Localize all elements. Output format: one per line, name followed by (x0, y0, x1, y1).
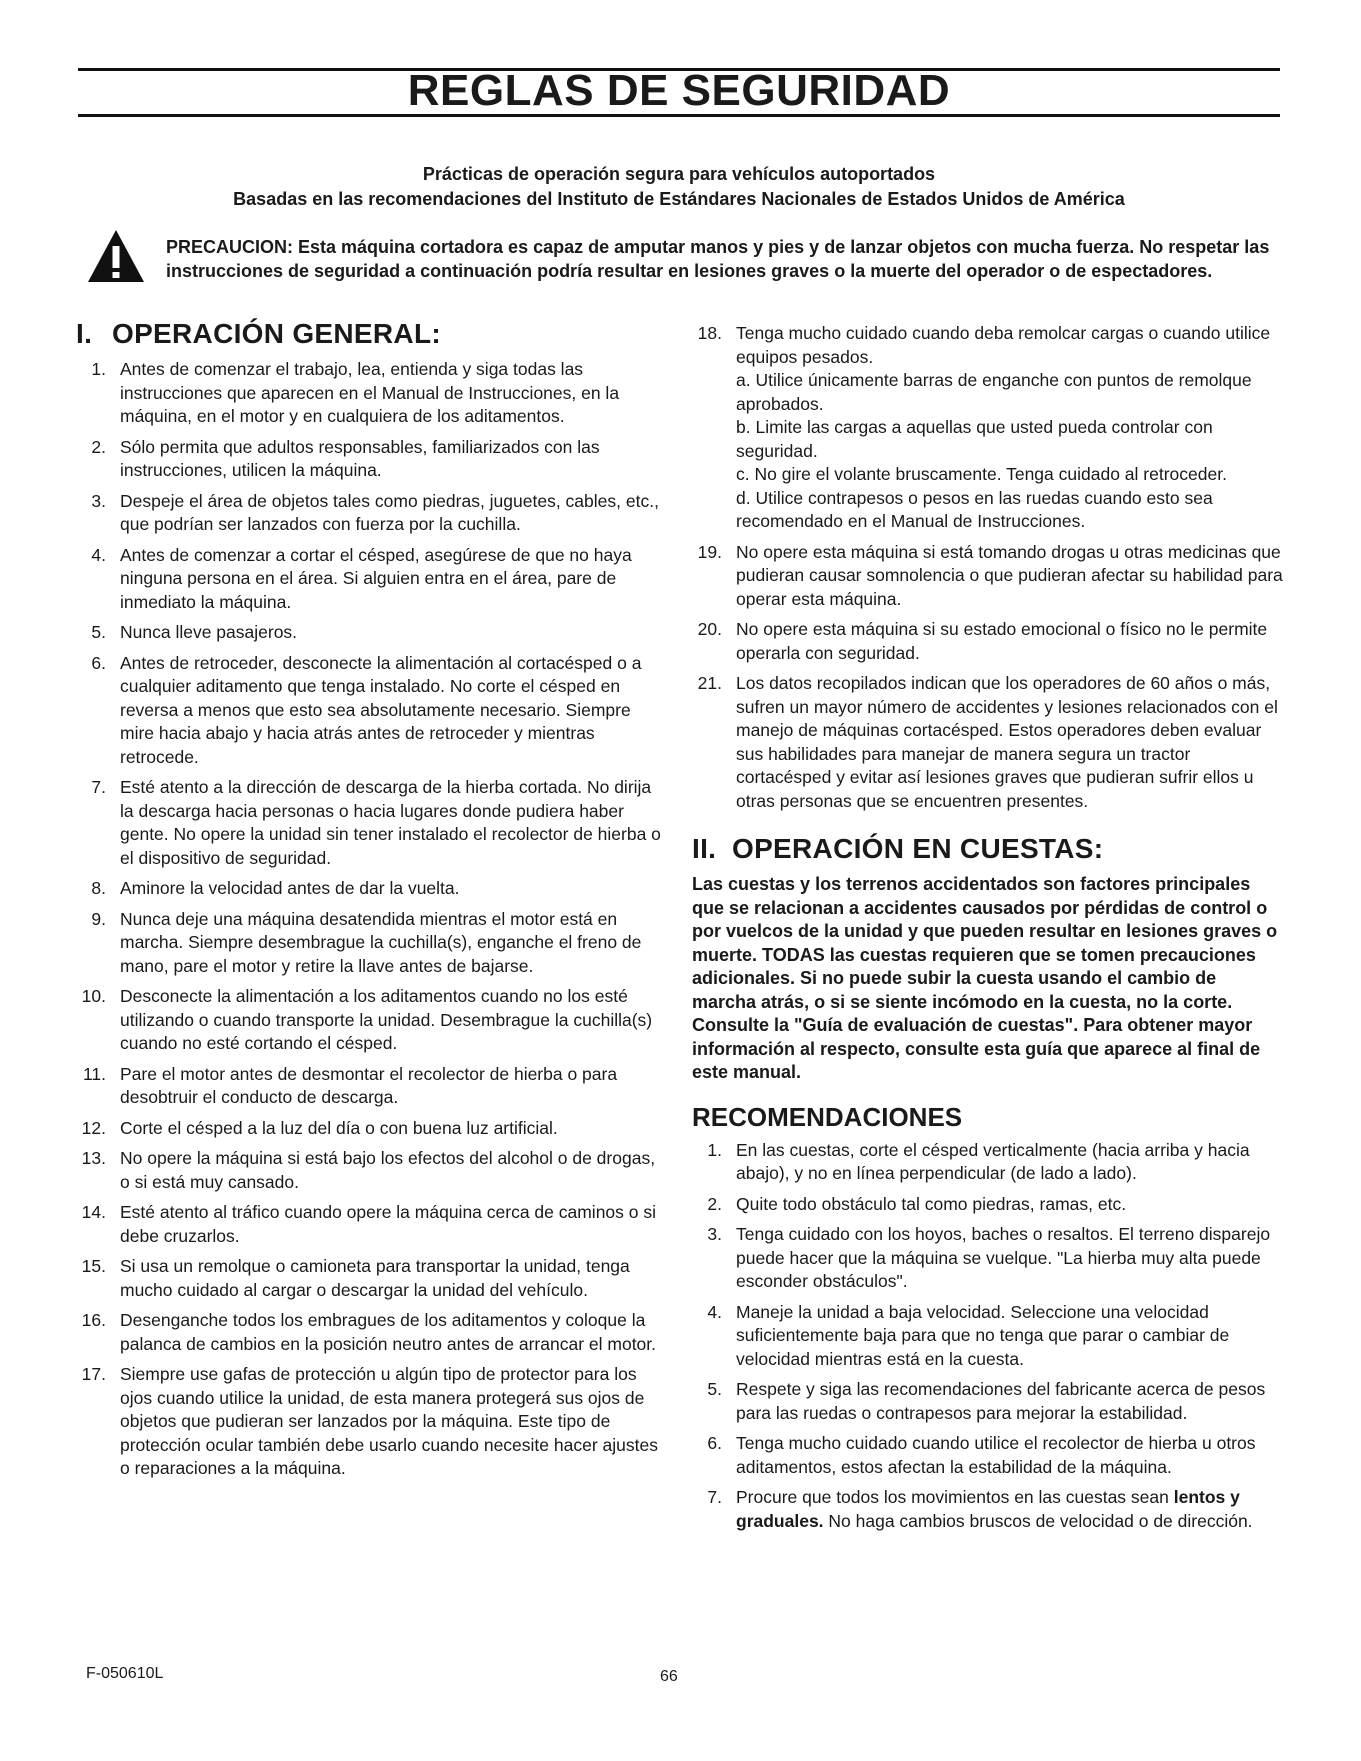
item-text: Tenga mucho cuidado cuando deba remolcar cargas o cuando utilice equipos pesados. (736, 323, 1271, 367)
item-text: Sólo permita que adultos responsables, familiarizados con las instrucciones, utilicen la máquina. (120, 436, 600, 480)
subtitle-standards: Basadas en las recomendaciones del Instituto de Estándares Nacionales de Estados Unidos de América (233, 189, 1125, 209)
item-text: Esté atento al tráfico cuando opere la máquina cerca de caminos o si debe cruzarlos. (120, 1202, 657, 1246)
item-number: 3 . (76, 490, 106, 514)
item-text: Despeje el área de objetos tales como piedras, juguetes, cables, etc., que podrían ser lanzados con fuerza por la cuchilla. (120, 490, 659, 534)
section-heading-slopes (692, 833, 1284, 865)
list-item (76, 985, 662, 1056)
list-item (76, 490, 662, 537)
list-item (692, 618, 1284, 665)
list-item (76, 652, 662, 770)
list-item (692, 1139, 1284, 1186)
item-number: 14 . (76, 1201, 106, 1225)
list-item (76, 1063, 662, 1110)
item-number: 6 . (76, 652, 106, 676)
list-item (692, 1432, 1284, 1479)
item-text: No opere esta máquina si su estado emocional o físico no le permite operarla con seguridad. (736, 619, 1268, 663)
list-item (692, 322, 1284, 534)
item-number: 15 . (76, 1255, 106, 1279)
slope-warning-paragraph: Las cuestas y los terrenos accidentados son factores principales que se relacionan a accidentes causados por pérdidas de control o por vuelcos de la unidad y que pueden resultar en lesiones graves o muerte. TODAS las cuestas requieren que se tomen precauciones adicionales. Si no puede subir la cuesta usando el cambio de marcha atrás, o si se siente incómodo en la cuesta, no la corte. Consulte la "Guía de evaluación de cuestas". Para obtener mayor información al respecto, consulte esta guía que aparece al final de este manual. (692, 874, 1278, 1082)
list-item (692, 541, 1284, 612)
item-number: 7 . (76, 776, 106, 800)
item-number: 4 . (76, 544, 106, 568)
section-number: II. (692, 833, 717, 864)
item-number: 12 . (76, 1117, 106, 1141)
general-operation-list (76, 358, 662, 1481)
item-number: 1 . (76, 358, 106, 382)
list-item (76, 1201, 662, 1248)
item-number: 2 . (692, 1193, 722, 1217)
sub-item: b. Limite las cargas a aquellas que usted pueda controlar con seguridad. (736, 417, 1213, 461)
item-text: Maneje la unidad a baja velocidad. Seleccione una velocidad suficientemente baja para que no tenga que parar o cambiar de velocidad mientras está en la cuesta. (736, 1301, 1230, 1369)
list-item (76, 1255, 662, 1302)
warning-text: PRECAUCION: Esta máquina cortadora es capaz de amputar manos y pies y de lanzar objetos con mucha fuerza. No respetar las instrucciones de seguridad a continuación podría resultar en lesiones graves o la muerte del operador o de espectadores. (166, 237, 1270, 281)
item-text: Antes de retroceder, desconecte la alimentación al cortacésped o a cualquier aditamento que tenga instalado. No corte el césped en reversa a menos que esto sea absolutamente necesario. Siempre mire hacia abajo y hacia atrás antes de retroceder y mientras retrocede. (120, 652, 642, 767)
item-number: 4 . (692, 1301, 722, 1325)
item-text: Desconecte la alimentación a los aditamentos cuando no los esté utilizando o cuando transporte la unidad. Desembrague la cuchilla(s) cuando no esté cortando el césped. (120, 986, 653, 1053)
right-column (692, 322, 1284, 1540)
sub-item: c. No gire el volante bruscamente. Tenga cuidado al retroceder. (736, 464, 1227, 484)
item-text: Nunca deje una máquina desatendida mientras el motor está en marcha. Siempre desembrague la cuchilla(s), enganche el freno de mano, pare el motor y retire la llave antes de bajarse. (120, 908, 642, 976)
item-text-post: No haga cambios bruscos de velocidad o de dirección. (823, 1510, 1253, 1531)
item-number: 18 . (692, 322, 722, 346)
item-text-pre: Procure que todos los movimientos en las cuestas sean (736, 1487, 1174, 1507)
recommendations-list (692, 1139, 1284, 1480)
page-number: 66 (660, 1668, 678, 1685)
item-text: Desenganche todos los embragues de los aditamentos y coloque la palanca de cambios en la posición neutro antes de arrancar el motor. (120, 1310, 657, 1354)
item-number: 7 . (692, 1486, 722, 1510)
page-title: REGLAS DE SEGURIDAD (407, 66, 951, 115)
warning-triangle-icon (86, 228, 146, 284)
title-rule-bottom (78, 114, 1280, 117)
item-text: Esté atento a la dirección de descarga de la hierba cortada. No dirija la descarga hacia personas o hacia lugares donde pudiera haber gente. No opere la unidad sin tener instalado el recolector de hierba o el dispositivo de seguridad. (120, 777, 661, 868)
item-number: 20 . (692, 618, 722, 642)
left-column (76, 318, 662, 1488)
list-item (76, 621, 662, 645)
general-operation-list-end (692, 541, 1284, 814)
item-text: Tenga cuidado con los hoyos, baches o resaltos. El terreno disparejo puede hacer que la máquina se vuelque. "La hierba muy alta puede esconder obstáculos". (736, 1224, 1271, 1291)
item-text: Tenga mucho cuidado cuando utilice el recolector de hierba u otros aditamentos, estos afectan la estabilidad de la máquina. (736, 1433, 1256, 1477)
list-item (76, 1363, 662, 1481)
subtitle-practices: Prácticas de operación segura para vehículos autoportados (422, 164, 936, 184)
item-number: 11 . (76, 1063, 106, 1087)
item-number: 5 . (76, 621, 106, 645)
list-item (692, 1378, 1284, 1425)
list-item (76, 908, 662, 979)
list-item (76, 358, 662, 429)
list-item (76, 1147, 662, 1194)
section-title: OPERACIÓN GENERAL: (112, 318, 441, 349)
list-item (76, 1309, 662, 1356)
list-item (76, 776, 662, 870)
recommendations-heading: RECOMENDACIONES (692, 1101, 963, 1132)
item-text: Antes de comenzar a cortar el césped, asegúrese de que no haya ninguna persona en el área. Si alguien entra en el área, pare de inmediato la máquina. (120, 544, 632, 612)
item-text: Si usa un remolque o camioneta para transportar la unidad, tenga mucho cuidado al cargar o descargar la unidad del vehículo. (120, 1256, 630, 1300)
list-item (76, 436, 662, 483)
item-text: Los datos recopilados indican que los operadores de 60 años o más, sufren un mayor número de accidentes y lesiones relacionados con el manejo de máquinas cortacésped. Estos operadores deben evaluar sus habilidades para manejar de manera segura un tractor cortacésped y evitar así lesiones graves que pudieran sufrir ellos u otras personas que se encuentren presentes. (736, 673, 1278, 811)
item-text: Corte el césped a la luz del día o con buena luz artificial. (120, 1117, 558, 1138)
sub-item: a. Utilice únicamente barras de enganche con puntos de remolque aprobados. (736, 370, 1252, 414)
item-text: Quite todo obstáculo tal como piedras, ramas, etc. (736, 1193, 1127, 1214)
item-number: 10 . (76, 985, 106, 1009)
section-heading-general (76, 318, 662, 350)
item-number: 19 . (692, 541, 722, 565)
list-item (76, 544, 662, 615)
item-number: 13 . (76, 1147, 106, 1171)
item-text-bold: lentos y graduales. (736, 1487, 1240, 1531)
item-number: 21 . (692, 672, 722, 696)
item-number: 3 . (692, 1223, 722, 1247)
list-item (76, 1117, 662, 1141)
item-number: 1 . (692, 1139, 722, 1163)
item-number: 2 . (76, 436, 106, 460)
item-text: Respete y siga las recomendaciones del fabricante acerca de pesos para las ruedas o contrapesos para mejorar la estabilidad. (736, 1379, 1266, 1423)
item-number: 9 . (76, 908, 106, 932)
item-text: No opere la máquina si está bajo los efectos del alcohol o de drogas, o si está muy cansado. (120, 1148, 656, 1192)
item-text: Pare el motor antes de desmontar el recolector de hierba o para desobtruir el conducto de descarga. (120, 1063, 618, 1107)
item-text: En las cuestas, corte el césped verticalmente (hacia arriba y hacia abajo), y no en línea perpendicular (de lado a lado). (736, 1139, 1250, 1183)
section-title: OPERACIÓN EN CUESTAS: (732, 833, 1104, 864)
item-text: Siempre use gafas de protección u algún tipo de protector para los ojos cuando utilice la unidad, de esta manera protegerá sus ojos de objetos que pudieran ser lanzados por la máquina. Este tipo de protección ocular también debe usarlo cuando necesite hacer ajustes o reparaciones a la máquina. (120, 1364, 658, 1478)
list-item (692, 1193, 1284, 1217)
sub-item: d. Utilice contrapesos o pesos en las ruedas cuando esto sea recomendado en el Manual de Instrucciones. (736, 487, 1213, 531)
item-text: Antes de comenzar el trabajo, lea, entienda y siga todas las instrucciones que aparecen en el Manual de Instrucciones, en la máquina, en el motor y en cualquiera de los aditamentos. (120, 359, 620, 426)
recommendations-list-end (692, 1486, 1284, 1533)
general-operation-list-continued (692, 322, 1284, 534)
item-number: 5 . (692, 1378, 722, 1402)
item-number: 16 . (76, 1309, 106, 1333)
list-item (692, 1301, 1284, 1372)
list-item (692, 1486, 1284, 1533)
item-text: Aminore la velocidad antes de dar la vuelta. (120, 878, 460, 898)
list-item (692, 672, 1284, 813)
item-number: 17 . (76, 1363, 106, 1387)
section-number: I. (76, 318, 93, 349)
list-item (692, 1223, 1284, 1294)
list-item (76, 877, 662, 901)
item-text: Nunca lleve pasajeros. (120, 622, 298, 642)
item-text: No opere esta máquina si está tomando drogas u otras medicinas que pudieran causar somnolencia o que pudieran afectar su habilidad para operar esta máquina. (736, 541, 1283, 609)
item-number: 6 . (692, 1432, 722, 1456)
item-number: 8 . (76, 877, 106, 901)
document-code: F-050610L (86, 1665, 164, 1682)
